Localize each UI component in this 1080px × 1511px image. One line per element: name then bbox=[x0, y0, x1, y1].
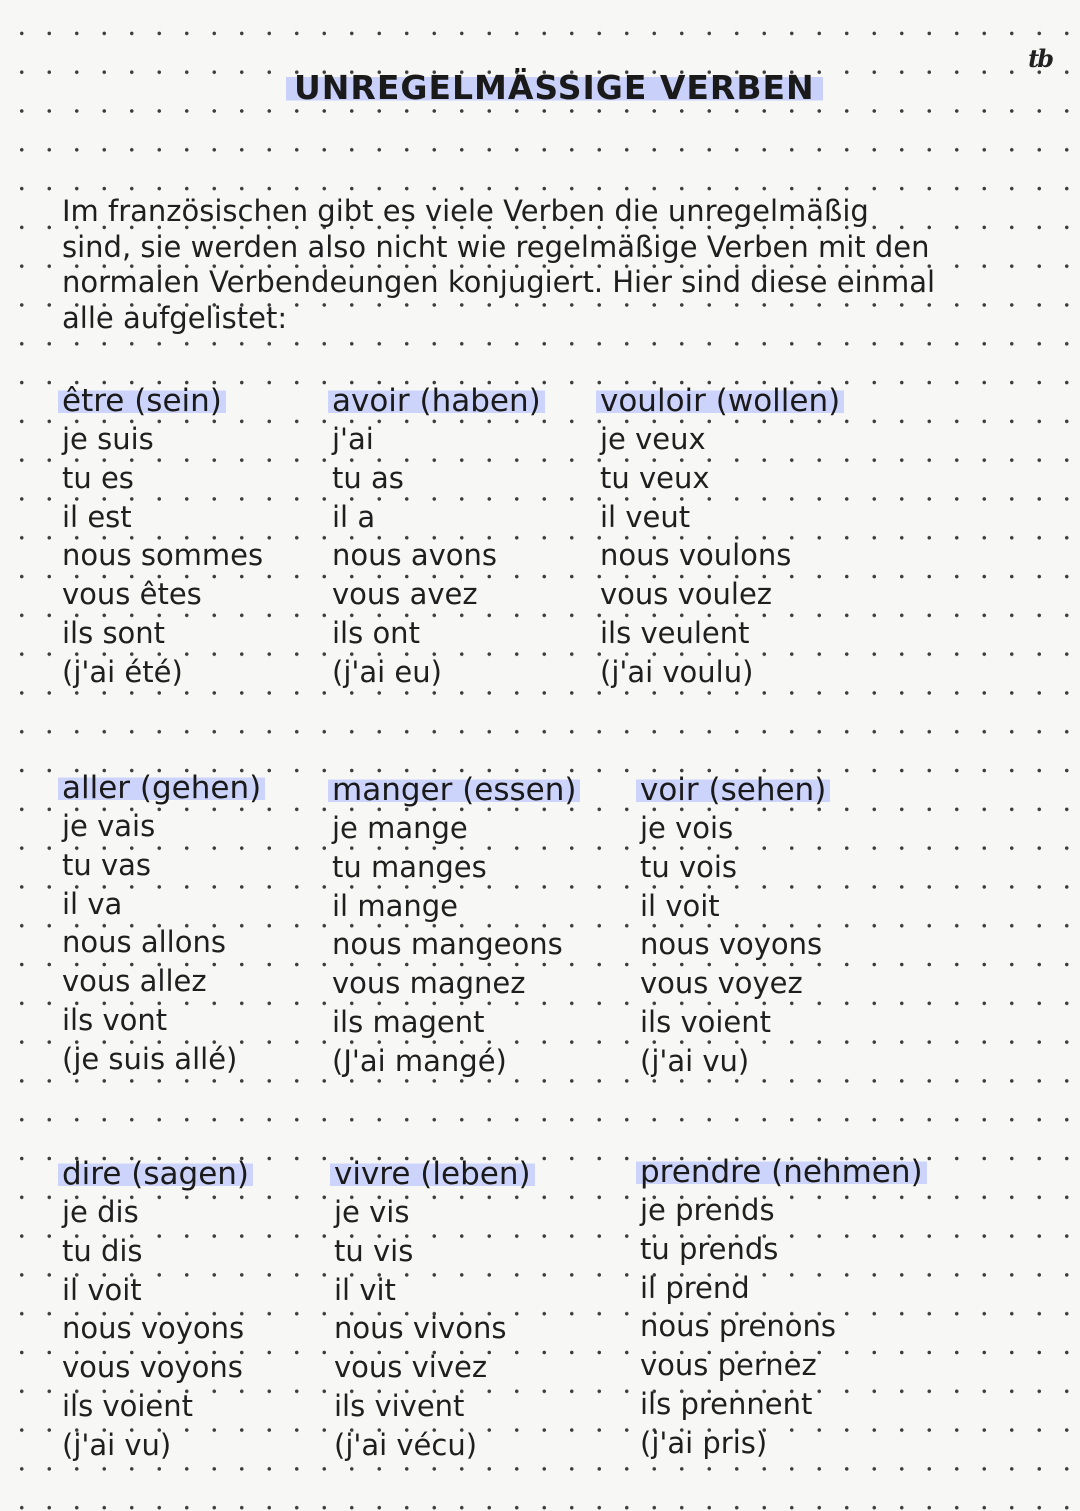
verb-block-vivre bbox=[334, 1155, 624, 1465]
verb-heading: prendre (nehmen) bbox=[636, 1153, 927, 1191]
conjugation-form: tu veux bbox=[600, 460, 710, 495]
conjugation-list bbox=[332, 809, 622, 1081]
conjugation-form: (J'ai mangé) bbox=[332, 1043, 507, 1078]
conjugation-list bbox=[62, 807, 352, 1079]
conjugation-list bbox=[332, 420, 622, 692]
intro-line: sind, sie werden also nicht wie regelmäßige Verben mit den bbox=[62, 229, 930, 264]
conjugation-form: il vit bbox=[334, 1272, 396, 1307]
intro-paragraph bbox=[62, 194, 1022, 336]
conjugation-form: tu prends bbox=[640, 1231, 779, 1266]
conjugation-form: il voit bbox=[640, 888, 720, 923]
verb-heading: dire (sagen) bbox=[58, 1155, 253, 1193]
conjugation-form: nous vivons bbox=[334, 1311, 507, 1346]
conjugation-form: tu vas bbox=[62, 847, 152, 882]
conjugation-form: je veux bbox=[600, 422, 706, 456]
conjugation-form: (j'ai voulu) bbox=[600, 654, 754, 689]
conjugation-form: il veut bbox=[600, 499, 691, 534]
verb-heading: aller (gehen) bbox=[58, 769, 265, 807]
conjugation-form: tu as bbox=[332, 460, 404, 495]
conjugation-form: vous allez bbox=[62, 964, 207, 999]
conjugation-form: tu es bbox=[62, 460, 134, 495]
verb-heading: voir (sehen) bbox=[636, 771, 830, 809]
page-title: UNREGELMÄSSIGE VERBEN bbox=[286, 66, 823, 109]
conjugation-list bbox=[62, 1193, 352, 1465]
conjugation-form: il voit bbox=[62, 1272, 142, 1307]
conjugation-form: je suis bbox=[62, 422, 154, 456]
conjugation-form: il a bbox=[332, 499, 376, 534]
conjugation-form: (je suis allé) bbox=[62, 1041, 238, 1076]
verb-block-voir bbox=[640, 771, 930, 1081]
conjugation-form: vous voulez bbox=[600, 577, 773, 612]
intro-line: normalen Verbendeungen konjugiert. Hier sind diese einmal bbox=[62, 265, 936, 299]
conjugation-form: nous voyons bbox=[62, 1311, 245, 1346]
conjugation-form: il prend bbox=[640, 1270, 750, 1305]
conjugation-form: il est bbox=[62, 499, 132, 534]
conjugation-form: vous êtes bbox=[62, 577, 202, 612]
intro-line: alle aufgelistet: bbox=[62, 300, 288, 335]
verb-heading: être (sein) bbox=[58, 382, 226, 420]
conjugation-form: (j'ai eu) bbox=[332, 654, 442, 689]
conjugation-form: vous avez bbox=[332, 577, 478, 612]
conjugation-form: ils veulent bbox=[600, 615, 750, 650]
conjugation-form: nous avons bbox=[332, 538, 497, 573]
conjugation-form: ils prennent bbox=[640, 1386, 813, 1421]
conjugation-form: tu manges bbox=[332, 849, 487, 884]
conjugation-form: vous magnez bbox=[332, 966, 526, 1001]
conjugation-form: je vois bbox=[640, 811, 734, 845]
conjugation-list bbox=[640, 1191, 930, 1463]
conjugation-form: tu vis bbox=[334, 1233, 414, 1268]
conjugation-form: nous sommes bbox=[62, 538, 264, 573]
conjugation-form: ils ont bbox=[332, 615, 420, 650]
conjugation-form: vous voyez bbox=[640, 966, 803, 1001]
conjugation-form: (j'ai été) bbox=[62, 654, 183, 689]
conjugation-form: ils voient bbox=[640, 1004, 771, 1039]
verb-block-aller bbox=[62, 769, 352, 1079]
conjugation-form: nous voyons bbox=[640, 927, 823, 962]
conjugation-form: ils vont bbox=[62, 1002, 168, 1037]
verb-heading: vouloir (wollen) bbox=[596, 382, 844, 420]
conjugation-form: (j'ai vécu) bbox=[334, 1427, 478, 1462]
conjugation-form: nous mangeons bbox=[332, 927, 563, 962]
conjugation-form: je prends bbox=[640, 1193, 775, 1227]
conjugation-form: vous voyons bbox=[62, 1350, 243, 1385]
conjugation-form: il va bbox=[62, 886, 123, 921]
verb-block-manger bbox=[332, 771, 622, 1081]
conjugation-form: je mange bbox=[332, 811, 468, 845]
conjugation-form: nous allons bbox=[62, 925, 226, 960]
conjugation-list bbox=[600, 420, 890, 692]
conjugation-form: tu dis bbox=[62, 1233, 143, 1268]
verb-block-avoir bbox=[332, 382, 622, 692]
conjugation-form: nous voulons bbox=[600, 538, 792, 573]
conjugation-form: ils vivent bbox=[334, 1388, 465, 1423]
conjugation-list bbox=[62, 420, 352, 692]
verb-heading: avoir (haben) bbox=[328, 382, 545, 420]
conjugation-form: (j'ai vu) bbox=[640, 1043, 750, 1078]
conjugation-form: vous pernez bbox=[640, 1348, 817, 1383]
conjugation-form: ils sont bbox=[62, 615, 166, 650]
conjugation-list bbox=[334, 1193, 624, 1465]
verb-block-dire bbox=[62, 1155, 352, 1465]
conjugation-form: (j'ai vu) bbox=[62, 1427, 172, 1462]
conjugation-form: ils magent bbox=[332, 1004, 485, 1039]
conjugation-form: ils voient bbox=[62, 1388, 193, 1423]
conjugation-form: tu vois bbox=[640, 849, 738, 884]
conjugation-list bbox=[640, 809, 930, 1081]
intro-line: Im französischen gibt es viele Verben die unregelmäßig bbox=[62, 194, 869, 228]
verb-heading: manger (essen) bbox=[328, 771, 580, 809]
conjugation-form: (j'ai pris) bbox=[640, 1425, 768, 1460]
conjugation-form: j'ai bbox=[332, 422, 374, 456]
conjugation-form: je vis bbox=[334, 1195, 410, 1229]
verb-block-etre bbox=[62, 382, 352, 692]
conjugation-form: je vais bbox=[62, 809, 156, 843]
verb-block-vouloir bbox=[600, 382, 890, 692]
conjugation-form: nous prenons bbox=[640, 1309, 836, 1344]
conjugation-form: je dis bbox=[62, 1195, 139, 1229]
verb-heading: vivre (leben) bbox=[330, 1155, 535, 1193]
conjugation-form: vous vivez bbox=[334, 1350, 488, 1385]
author-mark: tb bbox=[1028, 44, 1052, 73]
conjugation-form: il mange bbox=[332, 888, 458, 923]
verb-block-prendre bbox=[640, 1153, 930, 1463]
